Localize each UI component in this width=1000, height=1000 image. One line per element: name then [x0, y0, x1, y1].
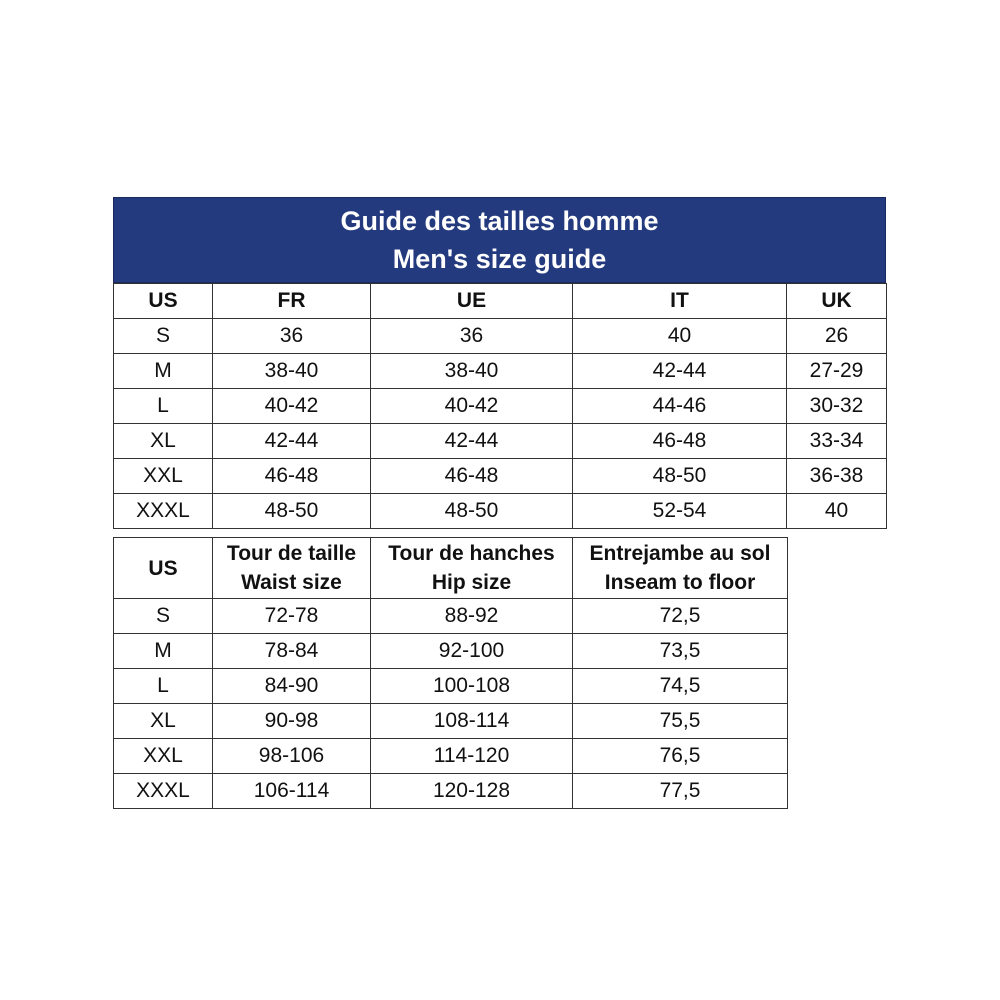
table-row: [114, 634, 788, 669]
cell-us: XXXL: [114, 774, 213, 809]
cell-ue: 40-42: [371, 389, 573, 424]
table-row: [114, 774, 788, 809]
cell-uk: 36-38: [787, 459, 887, 494]
cell-waist: 72-78: [213, 599, 371, 634]
table-row: [114, 459, 887, 494]
table-row: [114, 739, 788, 774]
table-row: [114, 704, 788, 739]
header-waist-en: Waist size: [241, 571, 342, 594]
size-guide-title: [113, 197, 886, 283]
cell-inseam: 73,5: [573, 634, 788, 669]
size-conversion-table: [113, 283, 887, 529]
cell-inseam: 76,5: [573, 739, 788, 774]
cell-uk: 27-29: [787, 354, 887, 389]
cell-inseam: 75,5: [573, 704, 788, 739]
cell-us: S: [114, 599, 213, 634]
column-header-inseam: [573, 538, 788, 599]
cell-us: L: [114, 389, 213, 424]
cell-fr: 46-48: [213, 459, 371, 494]
cell-waist: 98-106: [213, 739, 371, 774]
table-row: [114, 599, 788, 634]
table-row: [114, 389, 887, 424]
header-inseam-fr: Entrejambe au sol: [589, 542, 771, 565]
cell-uk: 40: [787, 494, 887, 529]
cell-fr: 48-50: [213, 494, 371, 529]
cell-us: M: [114, 354, 213, 389]
cell-inseam: 72,5: [573, 599, 788, 634]
cell-fr: 40-42: [213, 389, 371, 424]
cell-uk: 30-32: [787, 389, 887, 424]
cell-us: L: [114, 669, 213, 704]
column-header-us: US: [114, 284, 213, 319]
cell-hip: 120-128: [371, 774, 573, 809]
cell-ue: 48-50: [371, 494, 573, 529]
column-header-fr: FR: [213, 284, 371, 319]
cell-ue: 36: [371, 319, 573, 354]
header-us-label: US: [148, 556, 178, 580]
cell-us: XXL: [114, 459, 213, 494]
cell-us: XL: [114, 424, 213, 459]
cell-hip: 108-114: [371, 704, 573, 739]
header-hip-fr: Tour de hanches: [388, 542, 555, 565]
measure-table-header-row: [114, 538, 788, 599]
cell-it: 40: [573, 319, 787, 354]
cell-ue: 42-44: [371, 424, 573, 459]
cell-us: XXXL: [114, 494, 213, 529]
cell-waist: 84-90: [213, 669, 371, 704]
header-waist-fr: Tour de taille: [226, 542, 357, 565]
table-row: [114, 669, 788, 704]
cell-it: 44-46: [573, 389, 787, 424]
cell-fr: 38-40: [213, 354, 371, 389]
cell-ue: 38-40: [371, 354, 573, 389]
cell-uk: 33-34: [787, 424, 887, 459]
cell-it: 52-54: [573, 494, 787, 529]
cell-hip: 92-100: [371, 634, 573, 669]
column-header-ue: UE: [371, 284, 573, 319]
cell-hip: 88-92: [371, 599, 573, 634]
table-row: [114, 319, 887, 354]
cell-uk: 26: [787, 319, 887, 354]
cell-fr: 36: [213, 319, 371, 354]
cell-us: XXL: [114, 739, 213, 774]
cell-waist: 106-114: [213, 774, 371, 809]
column-header-us: [114, 538, 213, 599]
cell-us: S: [114, 319, 213, 354]
cell-waist: 90-98: [213, 704, 371, 739]
header-hip-en: Hip size: [431, 571, 512, 594]
size-table-header-row: [114, 284, 887, 319]
cell-hip: 114-120: [371, 739, 573, 774]
title-french: Guide des tailles homme: [340, 206, 659, 236]
cell-hip: 100-108: [371, 669, 573, 704]
header-inseam-en: Inseam to floor: [604, 571, 756, 594]
table-row: [114, 494, 887, 529]
column-header-it: IT: [573, 284, 787, 319]
cell-us: M: [114, 634, 213, 669]
cell-fr: 42-44: [213, 424, 371, 459]
body-measurements-table: [113, 537, 788, 809]
column-header-hip: [371, 538, 573, 599]
cell-inseam: 74,5: [573, 669, 788, 704]
title-english: Men's size guide: [392, 244, 607, 274]
cell-it: 42-44: [573, 354, 787, 389]
table-row: [114, 424, 887, 459]
table-row: [114, 354, 887, 389]
cell-it: 48-50: [573, 459, 787, 494]
cell-inseam: 77,5: [573, 774, 788, 809]
cell-waist: 78-84: [213, 634, 371, 669]
cell-it: 46-48: [573, 424, 787, 459]
cell-us: XL: [114, 704, 213, 739]
column-header-waist: [213, 538, 371, 599]
column-header-uk: UK: [787, 284, 887, 319]
cell-ue: 46-48: [371, 459, 573, 494]
